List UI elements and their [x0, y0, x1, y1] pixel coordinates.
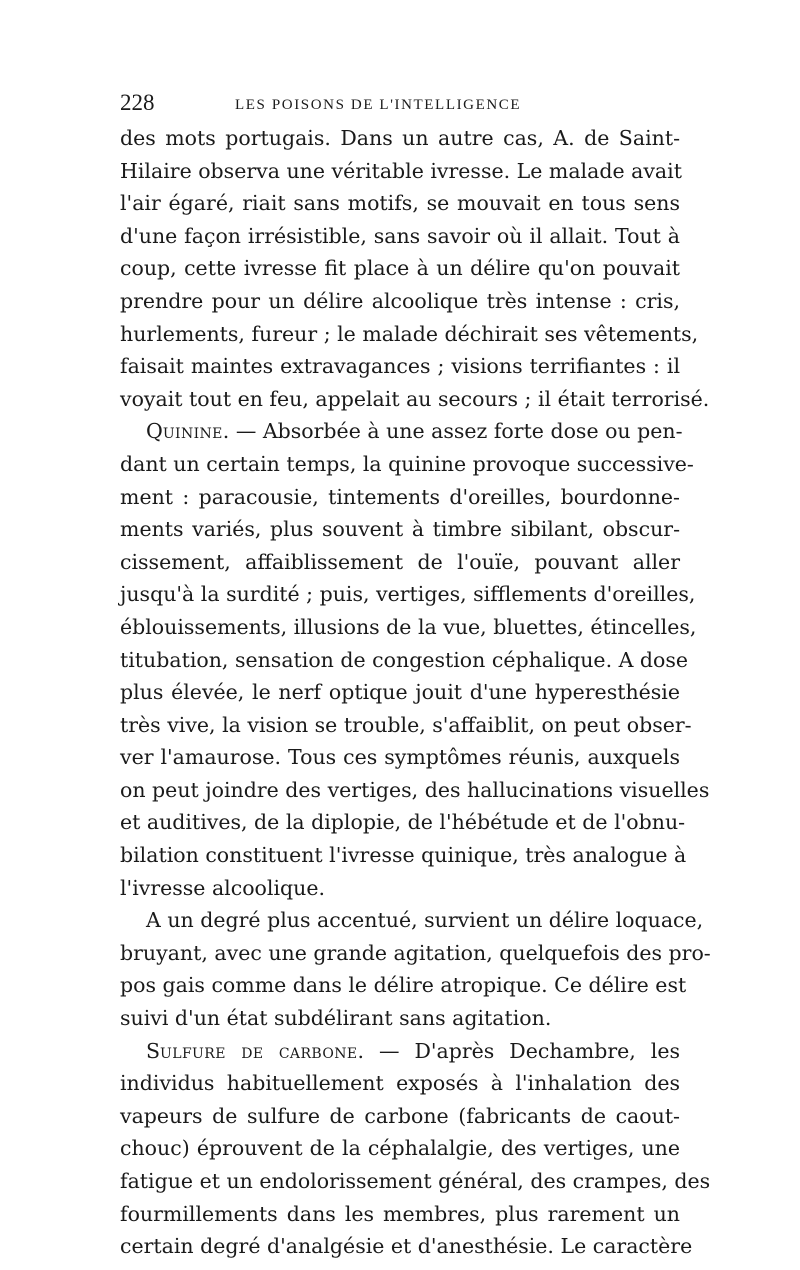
heading-initial: S: [146, 1038, 161, 1063]
line-text: titubation, sensation de congestion céphalique. A dose: [120, 647, 689, 672]
line-text: vapeurs de sulfure de carbone (fabricants de caout-: [120, 1103, 680, 1128]
text-line: [120, 448, 694, 481]
line-text: chouc) éprouvent de la céphalalgie, des vertiges, une: [120, 1136, 680, 1161]
text-line: [120, 774, 710, 807]
line-text: certain degré d'analgésie et d'anesthésie. Le caractère: [120, 1234, 693, 1259]
text-line: [120, 644, 689, 677]
running-title: LES POISONS DE L'INTELLIGENCE: [235, 97, 522, 113]
text-line: [120, 1100, 680, 1133]
line-text: ver l'amaurose. Tous ces symptômes réunis, auxquels: [120, 745, 680, 770]
line-text: individus habituellement exposés à l'inhalation des: [120, 1071, 680, 1096]
line-text: fatigue et un endolorissement général, des crampes, des: [120, 1169, 711, 1193]
text-line: [120, 318, 699, 351]
line-text: ments variés, plus souvent à timbre sibilant, obscur-: [120, 517, 680, 542]
section-heading: ulfure de carbone: [160, 1038, 358, 1063]
text-line: [120, 806, 686, 839]
line-text: ment : paracousie, tintements d'oreilles, bourdonne-: [120, 484, 680, 509]
line-text: prendre pour un délire alcoolique très intense : cris,: [120, 288, 680, 313]
line-text: coup, cette ivresse fit place à un délire qu'on pouvait: [120, 256, 680, 281]
line-text: cissement, affaiblissement de l'ouïe, pouvant aller: [120, 549, 680, 574]
text-line: [120, 513, 680, 546]
line-text: Hilaire observa une véritable ivresse. Le malade avait: [120, 158, 682, 183]
text-line: [120, 904, 704, 937]
line-text: . — Absorbée à une assez forte dose ou pen-: [222, 419, 683, 444]
text-line: [120, 937, 711, 970]
text-line: [120, 1198, 680, 1231]
line-text: fourmillements dans les membres, plus rarement un: [120, 1201, 680, 1226]
line-text: A un degré plus accentué, survient un délire loquace,: [146, 908, 704, 933]
text-line: [120, 383, 710, 416]
line-text: hurlements, fureur ; le malade déchirait ses vêtements,: [120, 321, 699, 346]
line-text: et auditives, de la diplopie, de l'hébétude et de l'obnu-: [120, 810, 686, 835]
line-text: jusqu'à la surdité ; puis, vertiges, sifflements d'oreilles,: [120, 582, 696, 607]
text-line: [120, 709, 692, 742]
text-line: [120, 155, 680, 188]
text-line: [120, 1132, 680, 1165]
line-text: très vive, la vision se trouble, s'affaiblit, on peut obser-: [120, 712, 692, 737]
line-text: plus élevée, le nerf optique jouit d'une hyperesthésie: [120, 680, 680, 705]
text-line: [120, 839, 687, 872]
text-line: [120, 220, 680, 253]
line-text: l'ivresse alcoolique.: [120, 875, 325, 900]
section-heading: uinine: [162, 419, 223, 444]
text-line: [120, 872, 680, 905]
text-line: [120, 1230, 693, 1263]
line-text: éblouissements, illusions de la vue, bluettes, étincelles,: [120, 614, 697, 639]
text-line: [120, 546, 680, 579]
page-number: 228: [120, 90, 155, 115]
text-line: [120, 187, 680, 220]
text-line: [120, 969, 687, 1002]
running-head: [120, 86, 680, 120]
line-text: d'une façon irrésistible, sans savoir où il allait. Tout à: [120, 223, 680, 248]
text-line: [120, 415, 683, 448]
text-line: [120, 741, 680, 774]
text-line: [120, 1002, 680, 1035]
line-text: suivi d'un état subdélirant sans agitation.: [120, 1006, 552, 1031]
text-line: [120, 578, 696, 611]
line-text: bilation constituent l'ivresse quinique, très analogue à: [120, 843, 687, 868]
line-text: des mots portugais. Dans un autre cas, A. de Saint-: [120, 126, 680, 150]
line-text: dant un certain temps, la quinine provoque successive-: [120, 451, 694, 476]
text-line: [120, 350, 680, 383]
line-text: l'air égaré, riait sans motifs, se mouvait en tous sens: [120, 191, 680, 216]
text-line: [120, 122, 680, 155]
heading-initial: Q: [146, 419, 163, 444]
text-line: [120, 481, 680, 514]
text-line: [120, 252, 680, 285]
text-line: [120, 611, 697, 644]
line-text: pos gais comme dans le délire atropique. Ce délire est: [120, 973, 687, 998]
body-text: [120, 122, 711, 1263]
text-line: [120, 676, 680, 709]
text-line: [120, 285, 680, 318]
text-line: [120, 1067, 680, 1100]
line-text: on peut joindre des vertiges, des hallucinations visuelles: [120, 777, 710, 802]
line-text: faisait maintes extravagances ; visions terrifiantes : il: [120, 354, 680, 379]
text-line: [120, 1165, 711, 1198]
line-text: bruyant, avec une grande agitation, quelquefois des pro-: [120, 940, 711, 965]
text-line: [120, 1035, 680, 1068]
line-text: voyait tout en feu, appelait au secours ; il était terrorisé.: [120, 386, 710, 411]
line-text: . — D'après Dechambre, les: [357, 1038, 680, 1063]
